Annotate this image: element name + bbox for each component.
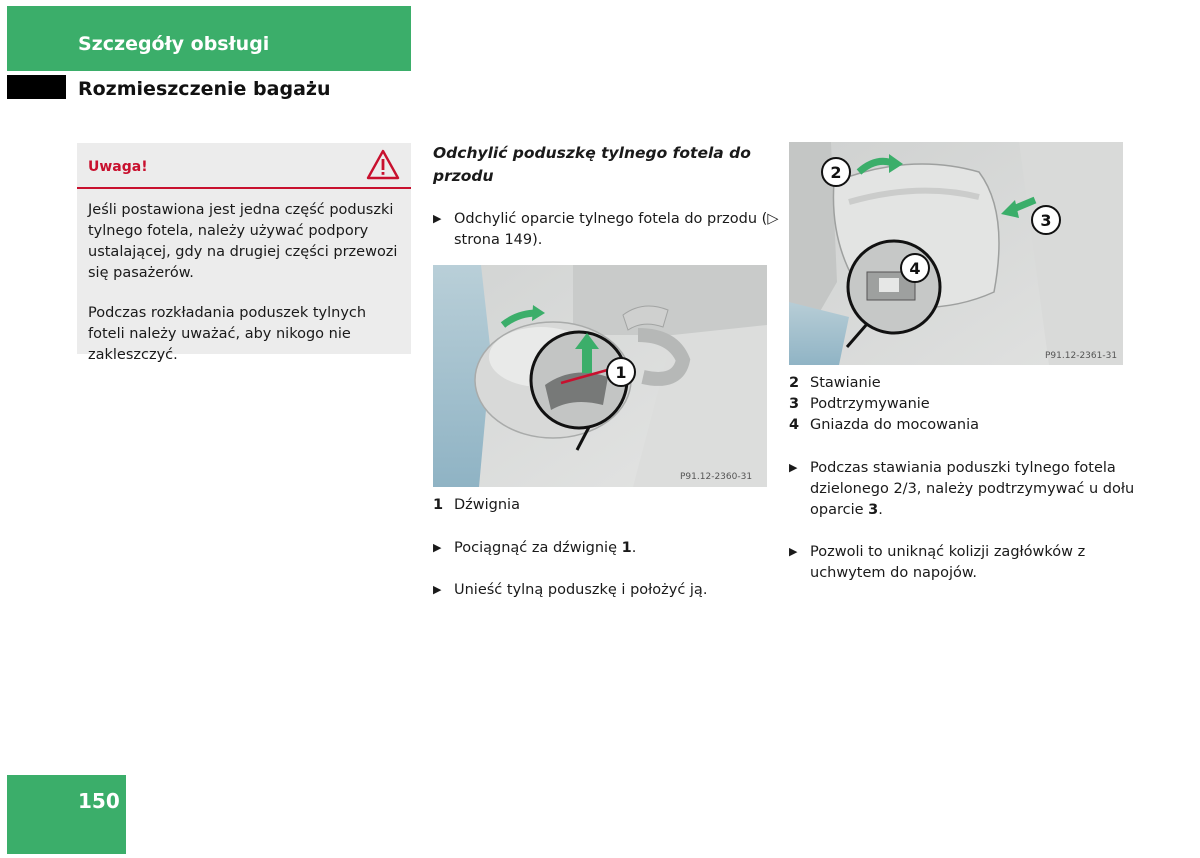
legend-item-4 xyxy=(789,415,1119,436)
figure-code: P91.12-2360-31 xyxy=(680,472,753,482)
warning-paragraph-1: Jeśli postawiona jest jedna część poduszki tylnego fotela, należy używać podpory ustalającej, gdy na drugiej części przewozi się pasażerów. xyxy=(88,202,398,281)
bullet-triangle-icon: ▶ xyxy=(433,583,442,596)
figure-callout-2: 2 xyxy=(830,163,842,182)
legend-number: 4 xyxy=(789,417,800,433)
step-text: Odchylić oparcie tylnego fotela do przodu ( xyxy=(454,211,768,227)
figure-lever-photo xyxy=(433,265,767,487)
bullet-triangle-icon: ▶ xyxy=(789,461,798,474)
warning-header xyxy=(77,143,411,187)
bullet-triangle-icon: ▶ xyxy=(789,545,798,558)
step-text: Unieść tylną poduszkę i położyć ją. xyxy=(454,582,708,598)
legend-number: 2 xyxy=(789,375,800,391)
step-text: Podczas stawiania poduszki tylnego fotela dzielonego 2/3, należy podtrzymywać u dołu oparcie xyxy=(810,460,1135,518)
step-end: . xyxy=(631,540,637,556)
warning-divider xyxy=(77,187,411,189)
page-number: 150 xyxy=(78,789,120,813)
warning-paragraph-2: Podczas rozkładania poduszek tylnych foteli należy uważać, aby nikogo nie zakleszczyć. xyxy=(88,305,367,363)
bullet-triangle-icon: ▶ xyxy=(433,212,442,225)
figure-code: P91.12-2361-31 xyxy=(1045,351,1118,361)
procedure-heading: Odchylić poduszkę tylnego fotela do przodu xyxy=(433,144,751,185)
legend-number: 1 xyxy=(433,497,444,513)
warning-box xyxy=(77,143,411,363)
legend-text: Dźwignia xyxy=(454,497,520,513)
legend-text: Gniazda do mocowania xyxy=(810,417,980,433)
step-raise-cushion xyxy=(433,579,779,601)
page-number-tab xyxy=(7,775,126,854)
step-fold-backrest xyxy=(433,208,779,251)
subsection-marker xyxy=(7,75,66,99)
bullet-triangle-icon: ▶ xyxy=(433,541,442,554)
step-pull-lever xyxy=(433,537,779,559)
warning-label: Uwaga! xyxy=(88,159,148,175)
legend-item-2 xyxy=(789,373,1119,394)
reference-number: 3 xyxy=(868,502,879,518)
figure-callout-3: 3 xyxy=(1040,211,1052,230)
legend-number: 3 xyxy=(789,396,800,412)
step-end: . xyxy=(878,502,883,518)
step-text: Pociągnąć za dźwignię xyxy=(454,540,622,556)
section-title: Szczegóły obsługi xyxy=(78,33,270,55)
page-reference-link[interactable]: strona 149). xyxy=(454,232,543,248)
warning-triangle-icon xyxy=(366,149,400,180)
legend-text: Stawianie xyxy=(810,375,881,391)
figure-callout-1: 1 xyxy=(615,363,627,382)
page-reference-triangle-icon: ▷ xyxy=(767,211,779,227)
legend-item-1 xyxy=(433,495,763,516)
figure-cushion-photo xyxy=(789,142,1123,365)
reference-number: 1 xyxy=(621,540,632,556)
step-text: Pozwoli to uniknąć kolizji zagłówków z uchwytem do napojów. xyxy=(810,544,1086,581)
subsection-title: Rozmieszczenie bagażu xyxy=(78,78,331,100)
legend-text: Podtrzymywanie xyxy=(810,396,930,412)
figure-callout-4: 4 xyxy=(909,259,921,278)
legend-item-3 xyxy=(789,394,1119,415)
step-avoid-collision xyxy=(789,541,1110,584)
seat-lever-illustration xyxy=(433,265,767,487)
seat-cushion-illustration xyxy=(789,142,1123,365)
step-support-backrest xyxy=(789,457,1148,521)
